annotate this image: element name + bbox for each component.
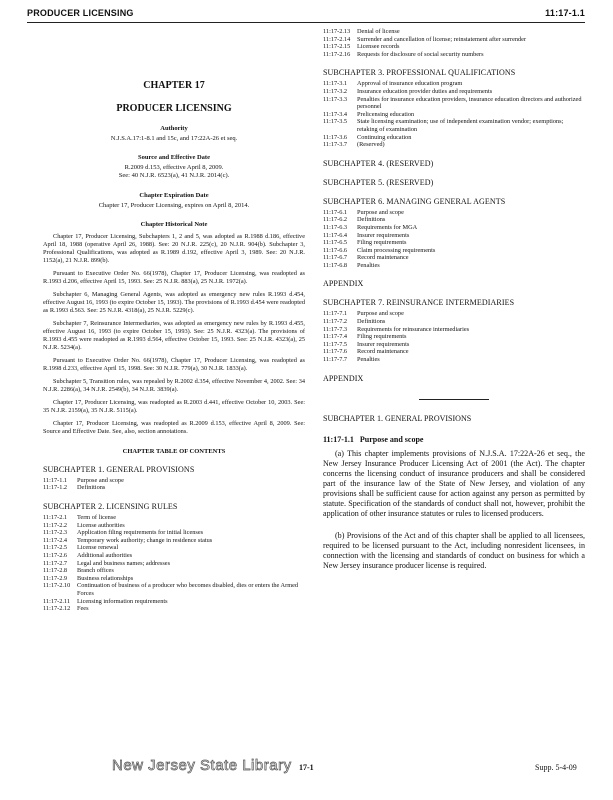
- toc-section-number: 11:17-7.3: [323, 325, 348, 333]
- toc-entry: [43, 544, 305, 552]
- toc-section-number: 11:17-7.1: [323, 310, 348, 318]
- toc-section-title: Requirements for reinsurance intermediaries: [357, 325, 470, 333]
- historical-note: [43, 233, 305, 436]
- history-paragraph: Subchapter 7, Reinsurance Intermediaries, was adopted as emergency new rules by R.1993 d.455, effective August 16, 1993 (to expire October 15, 1993). See: 25 N.J.R. 4323(a). The provisions of R.1993 d.455 were readopted as R.1993 d.564, effective October 15, 1993. See: 25 N.J.R. 4323(a), 25 N.J.R. 5234(a).: [43, 319, 305, 351]
- expiration-heading: Chapter Expiration Date: [139, 191, 209, 199]
- toc-section-number: 11:17-6.1: [323, 208, 348, 216]
- toc-section-number: 11:17-2.16: [323, 50, 351, 58]
- source-heading: Source and Effective Date: [138, 154, 210, 162]
- toc-section-number: 11:17-6.2: [323, 216, 348, 224]
- toc-section-title: License renewal: [77, 544, 119, 552]
- toc-section-number: 11:17-2.11: [43, 597, 70, 605]
- toc-section-number: 11:17-6.6: [323, 246, 348, 254]
- toc-section-title: Prelicensing education: [357, 110, 415, 118]
- authority-heading: Authority: [160, 125, 188, 132]
- toc-section-title: Filing requirements: [357, 239, 407, 247]
- toc-section-title: License authorities: [77, 521, 125, 529]
- toc-section-number: 11:17-1.2: [43, 484, 68, 492]
- paragraph-b: (b) Provisions of the Act and of this chapter shall be applied to all licensees, required to be licensed pursuant to the Act, including nonresident licensees, in connection with the licensing and standards of conduct on business for which a New Jersey insurance producer license is required.: [323, 530, 585, 570]
- toc-entry: [323, 111, 585, 119]
- toc-entry: [43, 514, 305, 522]
- toc-entry: [323, 232, 585, 240]
- toc-section-title: Purpose and scope: [357, 310, 404, 318]
- toc-entry: [323, 134, 585, 142]
- toc-section-title: Denial of license: [357, 28, 400, 35]
- toc-section-number: 11:17-6.5: [323, 239, 348, 247]
- historical-note-heading: Chapter Historical Note: [140, 220, 208, 228]
- toc-section-title: Licensing information requirements: [77, 597, 168, 605]
- toc-section-title: Requests for disclosure of social security numbers: [357, 50, 484, 58]
- toc-section-number: 11:17-2.14: [323, 35, 351, 43]
- history-paragraph: Subchapter 5, Transition rules, was repealed by R.2002 d.354, effective November 4, 2002. See: 34 N.J.R. 2286(a), 34 N.J.R. 2549(b), 34 N.J.R. 3839(a).: [43, 377, 305, 393]
- toc-section-title: Branch offices: [77, 567, 114, 575]
- toc-right: [323, 68, 585, 382]
- toc-entry: [323, 254, 585, 262]
- toc-section-number: 11:17-7.6: [323, 348, 348, 356]
- toc-section-title: Application filing requirements for initial licenses: [77, 529, 204, 537]
- toc-section-number: 11:17-2.1: [43, 514, 68, 521]
- toc-section-number: 11:17-3.5: [323, 118, 348, 126]
- toc-section-title: Approval of insurance education program: [357, 80, 463, 88]
- toc-section-title: Definitions: [77, 484, 106, 492]
- toc-section-number: 11:17-2.15: [323, 43, 351, 51]
- toc-section-number: 11:17-1.1: [43, 476, 68, 484]
- toc-entry: [43, 582, 305, 597]
- toc-entry: [323, 239, 585, 247]
- toc-entry: [323, 356, 585, 364]
- toc-section-title: Additional authorities: [77, 551, 133, 559]
- toc-section-title: Legal and business names; addresses: [77, 559, 171, 567]
- toc-subchapter-heading: SUBCHAPTER 6. MANAGING GENERAL AGENTS: [323, 196, 506, 206]
- toc-section-number: 11:17-2.12: [43, 605, 71, 613]
- toc-subchapter-heading: SUBCHAPTER 1. GENERAL PROVISIONS: [43, 464, 195, 474]
- toc-subchapter-heading: SUBCHAPTER 7. REINSURANCE INTERMEDIARIES: [323, 298, 515, 308]
- toc-entry: [43, 560, 305, 568]
- section-number: 11:17-1.1: [323, 434, 354, 444]
- header-section-number: 11:17-1.1: [545, 8, 585, 18]
- divider-rule: [419, 399, 489, 400]
- toc-section-number: 11:17-3.7: [323, 141, 348, 149]
- toc-entry: [323, 247, 585, 255]
- toc-section-title: Claim processing requirements: [357, 246, 436, 254]
- toc-entry: [323, 118, 585, 133]
- section-title: [323, 435, 585, 444]
- toc-section-number: 11:17-7.5: [323, 340, 348, 348]
- toc-section-title: Record maintenance: [357, 348, 409, 356]
- toc-section-title: (Reserved): [357, 141, 385, 149]
- header-title: PRODUCER LICENSING: [27, 8, 134, 18]
- running-header: [27, 8, 585, 23]
- toc-section-title: Penalties: [357, 356, 380, 364]
- toc-entry: [323, 43, 585, 51]
- toc-section-number: 11:17-7.7: [323, 356, 348, 364]
- history-paragraph: Pursuant to Executive Order No. 66(1978), Chapter 17, Producer Licensing, was readopted as R.1993 d.206, effective April 15, 1993. See: 25 N.J.R. 883(a), 25 N.J.R. 1972(a).: [43, 269, 305, 285]
- toc-section-number: 11:17-2.3: [43, 529, 68, 537]
- toc-section-number: 11:17-6.7: [323, 254, 348, 262]
- toc-section-number: 11:17-7.2: [323, 318, 348, 326]
- supplement-date: Supp. 5-4-09: [535, 763, 577, 772]
- toc-section-title: Penalties for insurance education providers, insurance education directors and authorized personnel: [357, 95, 582, 111]
- toc-section-title: Insurer requirements: [357, 340, 410, 348]
- toc-subchapter-heading: SUBCHAPTER 4. (RESERVED): [323, 158, 434, 168]
- toc-section-number: 11:17-2.2: [43, 521, 68, 529]
- history-paragraph: Chapter 17, Producer Licensing, Subchapters 1, 2 and 5, was adopted as R.1988 d.186, effective April 18, 1988 (operative April 26, 1988). See: 20 N.J.R. 225(c), 20 N.J.R. 904(b). Subchapter 3, Professional Qualifications, was adopted as R.1989 d.192, effective April 3, 1989. See: 20 N.J.R. 1152(a), 21 N.J.R. 899(b).: [43, 232, 305, 264]
- toc-section-title: Fees: [77, 605, 89, 613]
- toc-section-title: Purpose and scope: [357, 208, 404, 216]
- toc-entry: [43, 477, 305, 485]
- toc-entry: [323, 348, 585, 356]
- toc-subchapter-heading: SUBCHAPTER 2. LICENSING RULES: [43, 502, 178, 511]
- toc-entry: [43, 567, 305, 575]
- toc-section-title: Filing requirements: [357, 333, 407, 341]
- toc-section-title: Definitions: [357, 318, 386, 326]
- toc-section-number: 11:17-2.9: [43, 574, 68, 582]
- toc-section-number: 11:17-2.7: [43, 559, 68, 567]
- toc-entry: [323, 333, 585, 341]
- toc-section-title: Insurer requirements: [357, 231, 410, 239]
- toc-entry: [43, 605, 305, 613]
- page-number: 17-1: [299, 763, 314, 772]
- toc-section-title: Continuing education: [357, 133, 412, 141]
- toc-section-number: 11:17-3.2: [323, 87, 348, 95]
- toc-entry: [323, 318, 585, 326]
- chapter-title: PRODUCER LICENSING: [116, 103, 232, 114]
- toc-entry: [323, 326, 585, 334]
- toc-entry: [323, 96, 585, 111]
- toc-entry: [43, 575, 305, 583]
- toc-section-title: Requirements for MGA: [357, 223, 418, 231]
- history-paragraph: Pursuant to Executive Order No. 66(1978), Chapter 17, Producer Licensing, was readopted as R.1998 d.233, effective April 15, 1998. See: 30 N.J.R. 779(a), 30 N.J.R. 1833(a).: [43, 356, 305, 372]
- authority-text: N.J.S.A.17:1-8.1 and 15c, and 17:22A-26 et seq.: [110, 135, 238, 142]
- toc-entry: [323, 341, 585, 349]
- toc-section-number: 11:17-2.13: [323, 28, 351, 35]
- toc-section-number: 11:17-2.5: [43, 544, 68, 552]
- toc-entry: [323, 224, 585, 232]
- history-paragraph: Chapter 17, Producer Licensing, was readopted as R.2003 d.441, effective October 10, 2003. See: 35 N.J.R. 2159(a), 35 N.J.R. 5115(a).: [43, 398, 305, 414]
- toc-continued: [323, 28, 585, 58]
- toc-entry: [43, 598, 305, 606]
- expiration-text: Chapter 17, Producer Licensing, expires on April 8, 2014.: [98, 201, 250, 209]
- toc-entry: [43, 552, 305, 560]
- library-watermark: New Jersey State Library: [112, 757, 292, 774]
- table-of-contents-heading: CHAPTER TABLE OF CONTENTS: [122, 447, 226, 455]
- toc-subchapter-heading: APPENDIX: [323, 279, 364, 289]
- toc-section-number: 11:17-6.8: [323, 261, 348, 269]
- toc-entry: [43, 484, 305, 492]
- toc-subchapter-heading: SUBCHAPTER 3. PROFESSIONAL QUALIFICATIONS: [323, 68, 516, 78]
- toc-section-title: Purpose and scope: [77, 476, 124, 484]
- history-paragraph: Subchapter 6, Managing General Agents, was adopted as emergency new rules R.1993 d.454, effective August 16, 1993 (to expire October 15, 1993). The provisions of R.1993 d.454 were readopted as R.1993 d.563. See: 25 N.J.R. 4318(a), 25 N.J.R. 5229(c).: [43, 290, 305, 314]
- toc-section-title: Term of license: [77, 514, 117, 521]
- toc-entry: [323, 209, 585, 217]
- toc-entry: [323, 28, 585, 36]
- toc-left: [43, 465, 305, 613]
- left-column: [43, 28, 305, 613]
- source-line-2: See: 40 N.J.R. 6523(a), 41 N.J.R. 2014(c).: [118, 172, 230, 180]
- toc-section-title: Business relationships: [77, 574, 134, 582]
- toc-section-number: 11:17-6.4: [323, 231, 348, 239]
- toc-section-title: Insurance education provider duties and requirements: [357, 87, 493, 95]
- toc-entry: [323, 141, 585, 149]
- source-line-1: R.2009 d.153, effective April 8, 2009.: [124, 164, 224, 172]
- toc-entry: [323, 310, 585, 318]
- toc-section-title: Licensee records: [357, 43, 400, 51]
- toc-entry: [323, 36, 585, 44]
- toc-entry: [43, 529, 305, 537]
- toc-entry: [43, 537, 305, 545]
- toc-section-title: State licensing examination; use of independent examination vendor; exemptions; retaking of examination: [357, 118, 564, 133]
- toc-subchapter-heading: APPENDIX: [323, 373, 364, 383]
- toc-section-number: 11:17-3.6: [323, 133, 348, 141]
- toc-entry: [323, 216, 585, 224]
- paragraph-a: (a) This chapter implements provisions of N.J.S.A. 17:22A-26 et seq., the New Jersey Insurance Producer Licensing Act of 2001 (the Act). The chapter concerns the licensing conduct of insurance producers and shall be considered part of the insurance law of the State of New Jersey, and violation of any provisions shall be sufficient cause for action against any person as permitted by statute. Specification of the standards of conduct shall not, however, prohibit the application of other insurance statutes or rules to licensed producers.: [323, 448, 585, 518]
- right-column: [323, 28, 585, 571]
- toc-section-number: 11:17-2.6: [43, 551, 68, 559]
- toc-entry: [323, 262, 585, 270]
- toc-section-title: Surrender and cancellation of license; reinstatement after surrender: [357, 35, 527, 43]
- toc-section-number: 11:17-3.4: [323, 110, 348, 118]
- toc-section-number: 11:17-3.1: [323, 80, 348, 88]
- toc-entry: [323, 51, 585, 59]
- toc-section-number: 11:17-2.8: [43, 567, 68, 575]
- toc-section-title: Continuation of business of a producer who becomes disabled, dies or enters the Armed Forces: [77, 582, 299, 597]
- toc-section-title: Definitions: [357, 216, 386, 224]
- chapter-number: CHAPTER 17: [143, 80, 205, 91]
- toc-entry: [323, 80, 585, 88]
- toc-entry: [323, 88, 585, 96]
- toc-section-number: 11:17-2.10: [43, 582, 71, 590]
- history-paragraph: Chapter 17, Producer Licensing, was readopted as R.2009 d.153, effective April 8, 2009. See: Source and Effective Date. See, also, section annotations.: [43, 419, 305, 435]
- toc-section-number: 11:17-3.3: [323, 95, 348, 103]
- toc-section-title: Temporary work authority; change in residence status: [77, 536, 213, 544]
- toc-subchapter-heading: SUBCHAPTER 5. (RESERVED): [323, 177, 434, 187]
- toc-section-number: 11:17-6.3: [323, 223, 348, 231]
- toc-section-number: 11:17-7.4: [323, 333, 348, 341]
- toc-section-number: 11:17-2.4: [43, 536, 68, 544]
- toc-section-title: Penalties: [357, 261, 380, 269]
- subchapter-heading: SUBCHAPTER 1. GENERAL PROVISIONS: [323, 413, 472, 423]
- toc-entry: [43, 522, 305, 530]
- section-name: Purpose and scope: [359, 434, 424, 444]
- toc-section-title: Record maintenance: [357, 254, 409, 262]
